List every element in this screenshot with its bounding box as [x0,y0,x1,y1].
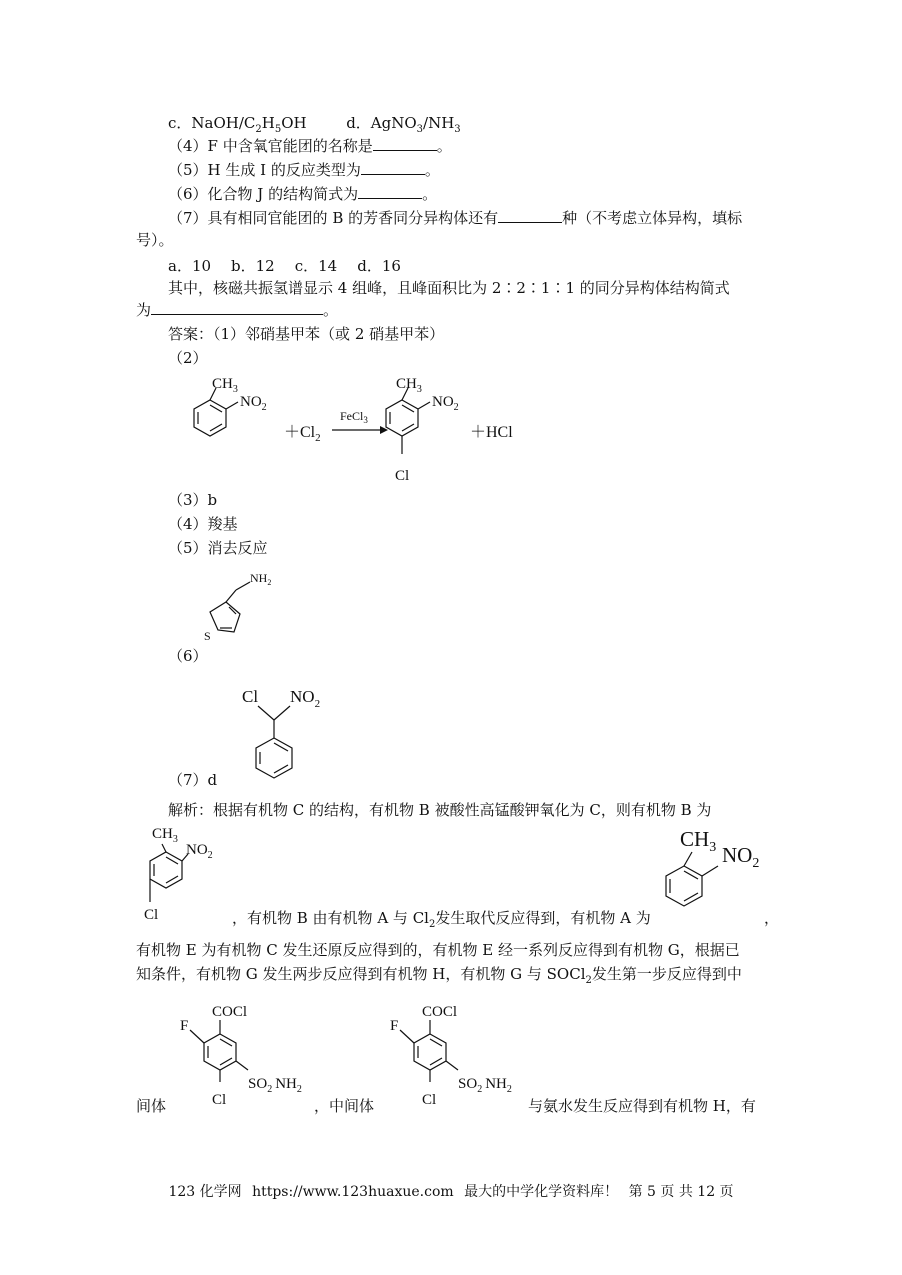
cl-label: Cl [144,907,159,923]
question-7-options: a．10 b．12 c．14 d．16 [168,257,401,275]
answer-3: （3）b [168,491,218,509]
analysis-line-4: 知条件，有机物 G 发生两步反应得到有机物 H，有机物 G 与 SOCl$_2$发生第一步反应得到中 [136,965,742,986]
answer-blank [151,300,323,315]
analysis-line-5c: 与氨水发生反应得到有机物 H，有 [528,1097,756,1115]
analysis-comma: ， [764,909,780,927]
product-molecule [386,376,459,484]
ch3-label: $CH_3$ [396,376,422,395]
no2-label: $NO_2$ [722,843,760,871]
footer-site: 123 化学网 [168,1184,242,1200]
question-7-nmr: 其中，核磁共振氢谱显示 4 组峰，且峰面积比为 2∶2∶1∶1 的同分异构体结构简式 [168,279,730,297]
no2-label: $NO_2$ [432,394,459,413]
analysis-line-3: 有机物 E 为有机物 C 发生还原反应得到的，有机物 E 经一系列反应得到有机物 G，根据已 [136,941,740,959]
cl-label: Cl [422,1092,437,1108]
question-6: （6）化合物 J 的结构简式为 。 [168,185,438,203]
byproduct-hcl: ＋HCl [470,424,513,441]
sulfur-label: S [204,629,211,643]
footer-page-number: 第 5 页 共 12 页 [628,1184,734,1200]
ch3-label: $CH_3$ [680,827,717,855]
cocl-label: COCl [212,1004,248,1020]
analysis-line-2: ，有机物 B 由有机物 A 与 $Cl_2$发生取代反应得到，有机物 A 为 [232,909,651,930]
answer-blank [373,136,437,151]
catalyst-label: FeCl$_3$ [340,409,368,425]
thiophene-structure [196,566,296,666]
intermediate-structure-2 [386,998,536,1108]
answer-blank [361,160,425,175]
footer-url[interactable]: https://www.123huaxue.com [252,1184,454,1200]
answer-6-label: （6） [168,647,208,665]
question-7-nmr-cont: 为 。 [136,301,339,319]
page-footer [0,1181,902,1201]
question-4: （4）F 中含氧官能团的名称是 。 [168,137,452,155]
no2-label: $NO_2$ [290,687,321,710]
footer-slogan: 最大的中学化学资料库！ [464,1184,619,1200]
fluorine-label: F [390,1018,399,1034]
structure-b [136,822,236,932]
answer-1: 答案：（1）邻硝基甲苯（或 2 硝基甲苯） [168,325,445,343]
ch3-label: $CH_3$ [152,826,178,845]
fluorine-label: F [180,1018,189,1034]
analysis-line-5a: 间体 [136,1097,167,1115]
analysis-line-1: 解析：根据有机物 C 的结构，有机物 B 被酸性高锰酸钾氧化为 C，则有机物 B 为 [168,801,712,819]
so2nh2-label: $SO_2$ $NH_2$ [248,1076,302,1095]
answer-blank [498,208,562,223]
answer-4: （4）羧基 [168,515,238,533]
answer-blank [358,184,422,199]
reaction-scheme [190,370,530,490]
ch3-label: $CH_3$ [212,376,238,395]
cl-label: Cl [242,687,259,706]
question-7-cont: 号）。 [136,231,174,249]
no2-label: $NO_2$ [240,394,267,413]
nh2-label: $NH_2$ [250,571,272,587]
question-5: （5）H 生成 I 的反应类型为 。 [168,161,440,179]
analysis-line-5b: ，中间体 [314,1097,375,1115]
so2nh2-label: $SO_2$ $NH_2$ [458,1076,512,1095]
structure-a [660,826,780,926]
answer-7-structure [236,680,356,790]
reactant-molecule [194,376,267,436]
answer-7-label: （7）d [168,771,218,789]
question-7: （7）具有相同官能团的 B 的芳香同分异构体还有 种（不考虑立体异构，填标 [168,209,743,227]
intermediate-structure-1 [176,998,326,1108]
options-c-d: c．NaOH/$C_2H_5OH$ d．$AgNO_3/NH_3$ [168,114,461,135]
cl-label: Cl [212,1092,227,1108]
no2-label: $NO_2$ [186,842,213,861]
cocl-label: COCl [422,1004,458,1020]
answer-2-label: （2） [168,349,208,367]
cl-label: Cl [395,468,410,484]
reagent-cl2: $+Cl_2$ [284,424,321,444]
answer-5: （5）消去反应 [168,539,268,557]
